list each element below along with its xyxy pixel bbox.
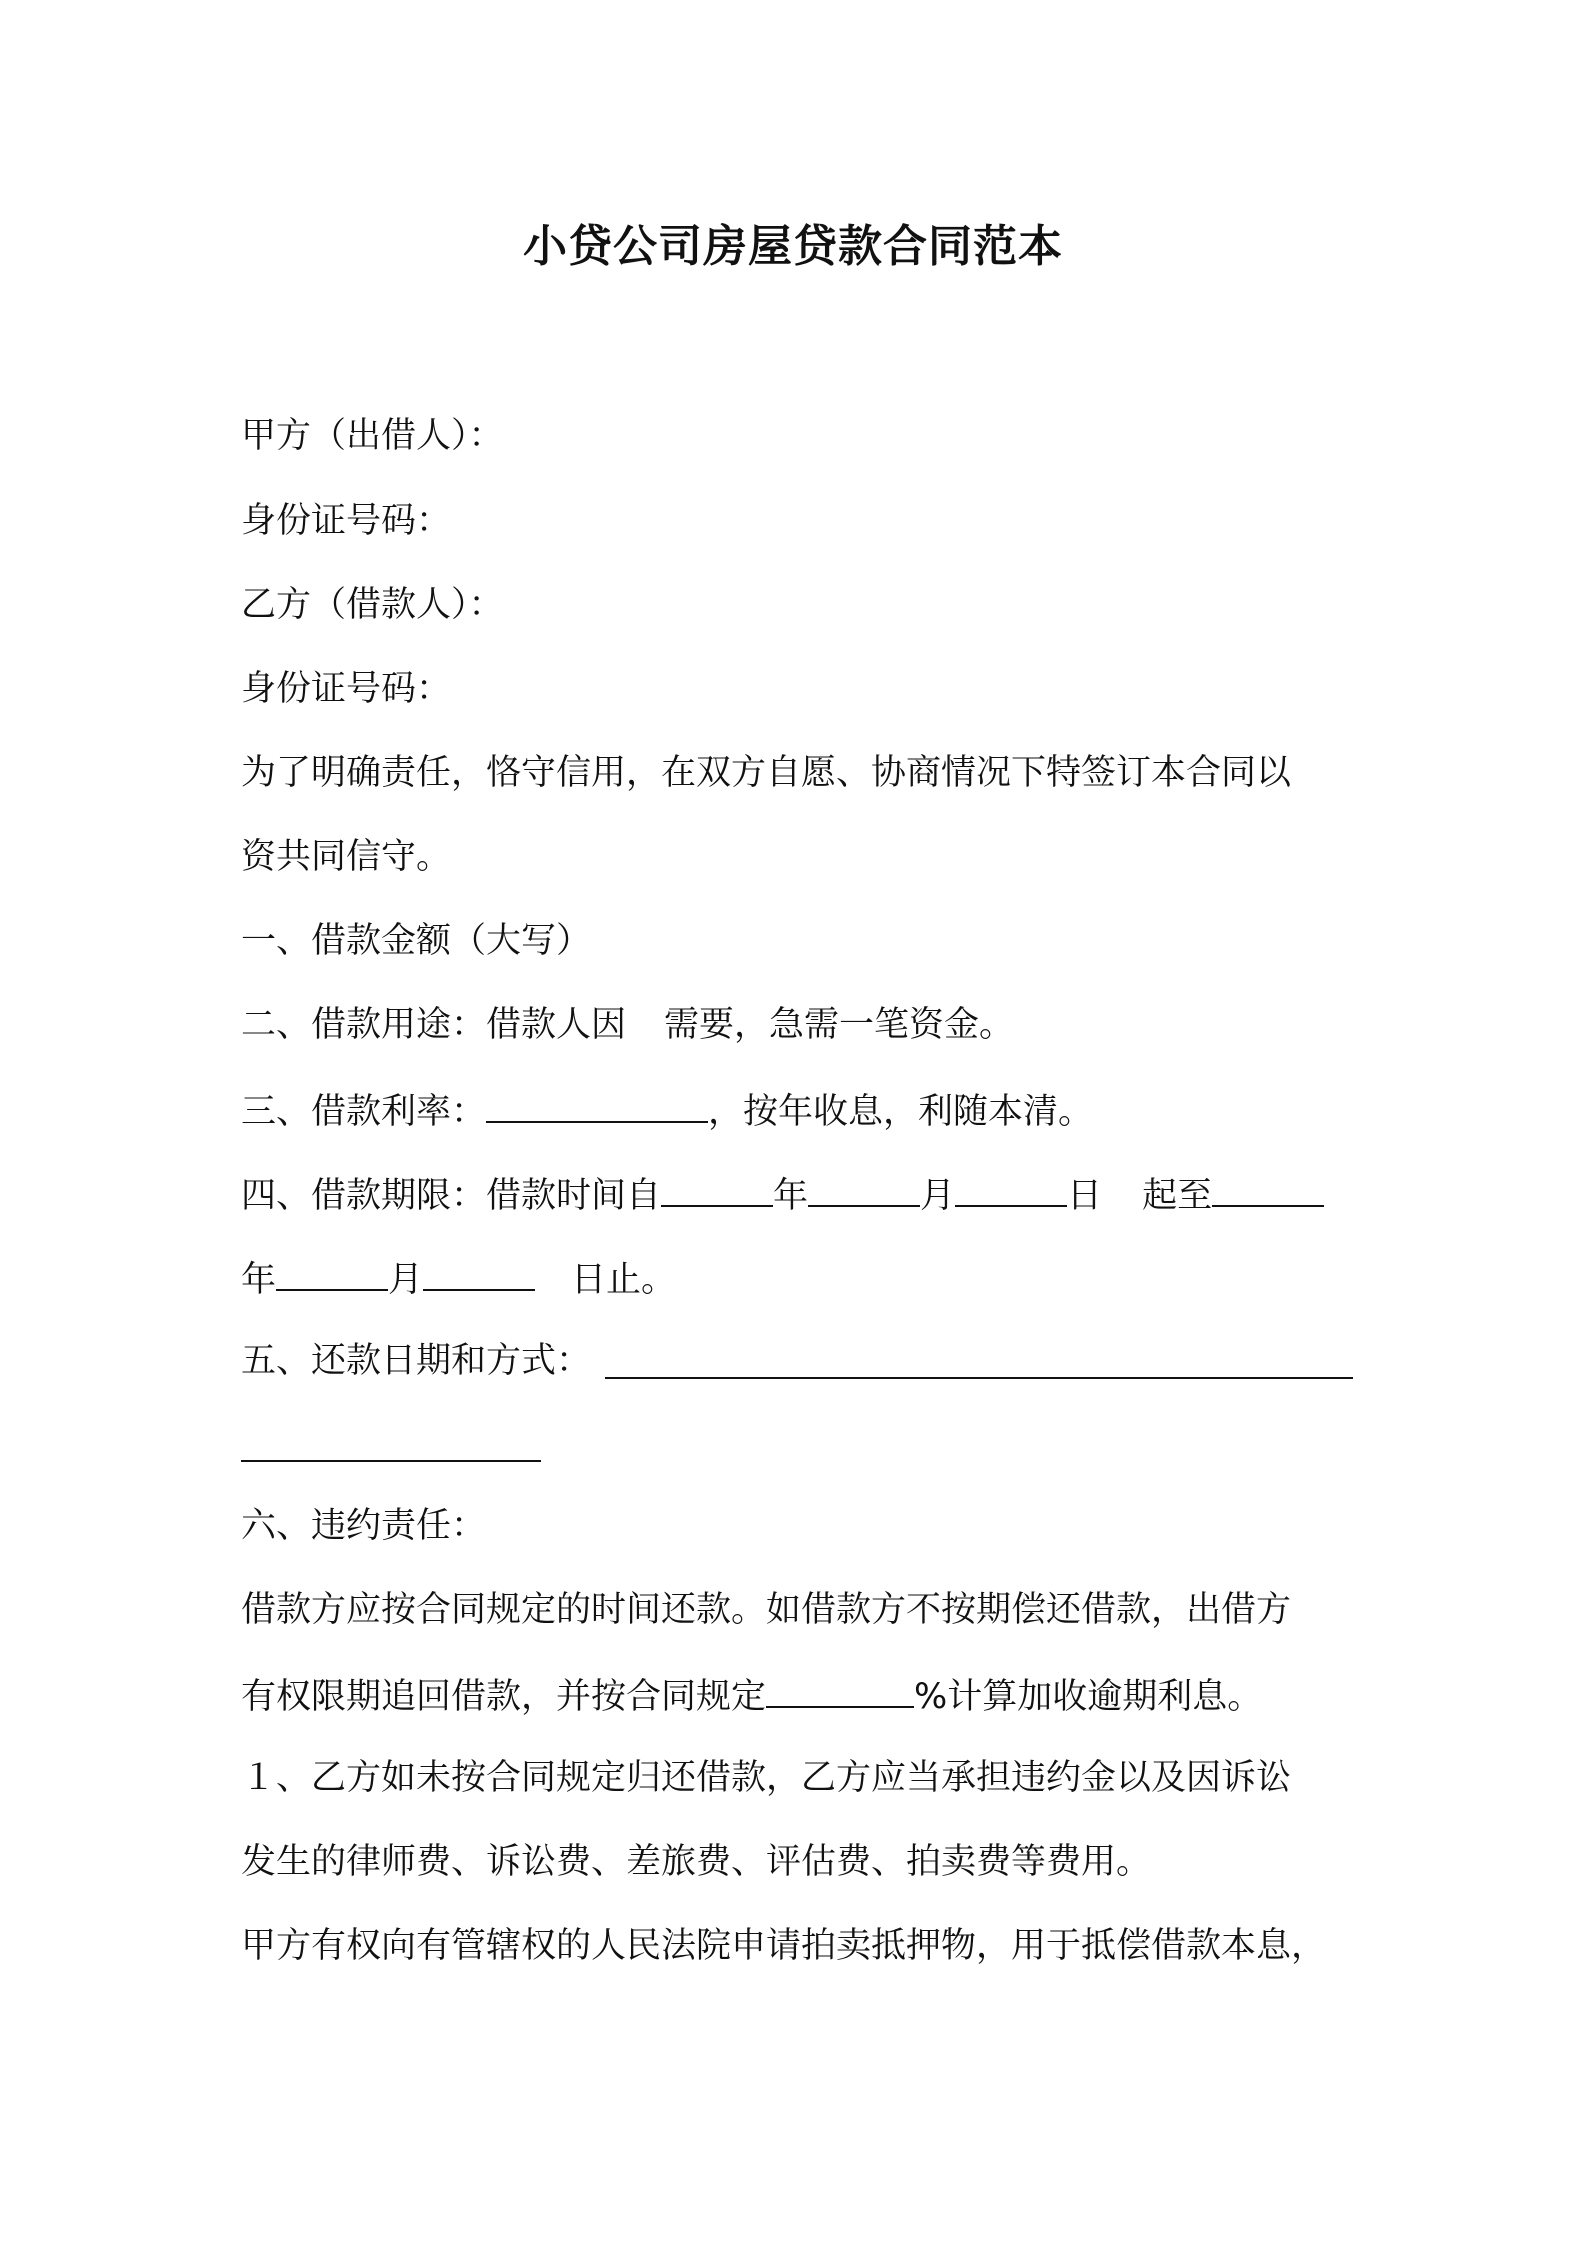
- start-year-blank: [661, 1167, 773, 1207]
- repayment-blank-2: [241, 1460, 541, 1462]
- from-text: 起至: [1142, 1176, 1213, 1216]
- breach-line-4: 发生的律师费、诉讼费、差旅费、评估费、拍卖费等费用。: [241, 1842, 1152, 1882]
- end-month-text: 月: [388, 1260, 424, 1300]
- borrower-line: 乙方（借款人）：: [241, 585, 504, 625]
- clause-purpose-part2: 需要，急需一笔资金。: [664, 1005, 1015, 1045]
- breach-line-2a: 有权限期追回借款，并按合同规定: [241, 1677, 767, 1717]
- lender-line: 甲方（出借人）：: [241, 416, 504, 456]
- preamble-line-1: 为了明确责任，恪守信用，在双方自愿、协商情况下特签订本合同以: [241, 753, 1292, 793]
- end-day-text: 日止。: [571, 1260, 677, 1300]
- clause-rate: [241, 1083, 1093, 1138]
- clause-rate-label: 三、借款利率：: [241, 1092, 487, 1132]
- breach-line-1: 借款方应按合同规定的时间还款。如借款方不按期偿还借款，出借方: [241, 1590, 1292, 1630]
- end-year-text: 年: [241, 1260, 277, 1300]
- document-title: 小贷公司房屋贷款合同范本: [523, 221, 1063, 272]
- breach-line-2b: %计算加收逾期利息。: [914, 1677, 1263, 1717]
- end-year-blank-prefix: [1212, 1167, 1324, 1207]
- borrower-id-line: 身份证号码：: [241, 669, 452, 709]
- clause-breach-heading: 六、违约责任：: [241, 1506, 487, 1546]
- clause-term-line-2: [241, 1251, 676, 1306]
- rate-blank: [486, 1083, 708, 1123]
- repayment-blank-1: [605, 1377, 1353, 1379]
- clause-purpose-part1: 二、借款用途：借款人因: [241, 1005, 627, 1045]
- clause-purpose: [241, 999, 1014, 1051]
- end-day-blank: [423, 1251, 535, 1291]
- start-month-blank: [808, 1167, 920, 1207]
- clause-term-label: 四、借款期限：借款时间自: [241, 1176, 662, 1216]
- year-text: 年: [773, 1176, 809, 1216]
- lender-id-line: 身份证号码：: [241, 501, 452, 541]
- day-text: 日: [1067, 1176, 1103, 1216]
- breach-line-3: １、乙方如未按合同规定归还借款，乙方应当承担违约金以及因诉讼: [241, 1758, 1292, 1798]
- clause-repayment: [241, 1335, 591, 1387]
- month-text: 月: [920, 1176, 956, 1216]
- clause-amount: 一、借款金额（大写）: [241, 921, 592, 961]
- end-month-blank: [276, 1251, 388, 1291]
- breach-line-5: 甲方有权向有管辖权的人民法院申请拍卖抵押物，用于抵偿借款本息，: [241, 1926, 1327, 1966]
- clause-rate-after: ，按年收息，利随本清。: [708, 1092, 1094, 1132]
- clause-term-line-1: [241, 1167, 1324, 1222]
- overdue-rate-blank: [766, 1668, 914, 1708]
- breach-line-2: [241, 1668, 1262, 1723]
- start-day-blank: [955, 1167, 1067, 1207]
- clause-repayment-label: 五、还款日期和方式：: [241, 1341, 592, 1381]
- preamble-line-2: 资共同信守。: [241, 837, 452, 877]
